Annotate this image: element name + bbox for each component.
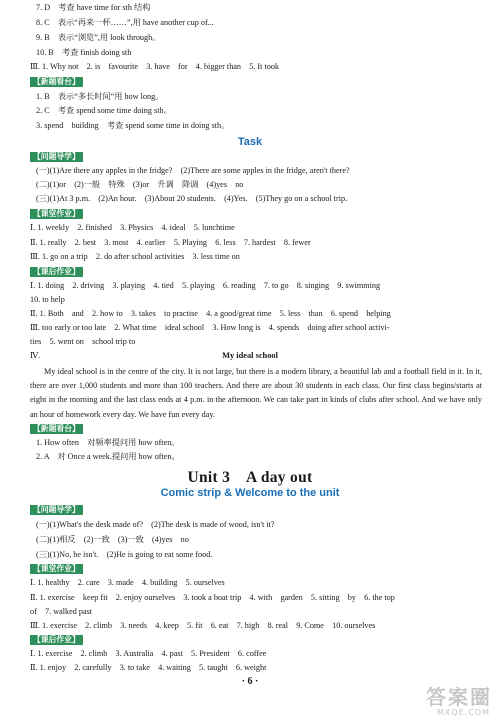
answer-line: Ⅲ. too early or too late 2. What time ideal school 3. How long is 4. spends doing after school activi- bbox=[30, 323, 390, 332]
watermark-logo bbox=[402, 681, 494, 717]
answer-line: Ⅰ. 1. exercise 2. climb 3. Australia 4. past 5. President 6. coffee bbox=[30, 649, 267, 658]
answer-line: (一)(1)Are there any apples in the fridge? (2)There are some apples in the fridge, aren't there? bbox=[36, 166, 350, 175]
answer-line: (三)(1)No, he isn't. (2)He is going to eat some food. bbox=[36, 550, 213, 559]
answer-line: 2. A 对 Once a week.提问用 how often。 bbox=[36, 452, 180, 461]
answer-line: 8. C 表示“再来一杯……”,用 have another cup of... bbox=[36, 18, 214, 27]
answer-line: 7. D 考查 have time for sth 结构 bbox=[36, 3, 151, 12]
answer-line: 9. B 表示“浏览”,用 look through。 bbox=[36, 33, 161, 42]
answer-line: Ⅰ. 1. weekly 2. finished 3. Physics 4. ideal 5. lunchtime bbox=[30, 223, 235, 232]
section-tag-new-view: 【新题看台】 bbox=[30, 424, 83, 434]
answer-line: Ⅲ. 1. exercise 2. climb 3. needs 4. keep 5. fit 6. eat 7. high 8. real 9. Come 10. ourselves bbox=[30, 621, 376, 630]
answer-line: (一)(1)What's the desk made of? (2)The desk is made of wood, isn't it? bbox=[36, 520, 275, 529]
essay-body: My ideal school is in the centre of the city. It is not large, but there is a modern library, a beautiful lab and a football field in it. In it, there are over 1,000 students and more than 100 teachers. And there are about 30 students in each class. Our first class begins/starts at eight in the morning and the last class ends at 4 p.m. in the afternoon. We can take part in kinds of clubs after school. And we have only an hour of homework every day. We have fun every day. bbox=[30, 367, 482, 419]
answer-line: 1. How often 对频率提问用 how often。 bbox=[36, 438, 180, 447]
answer-line: 2. C 考查 spend some time doing sth。 bbox=[36, 106, 172, 115]
watermark-text: 答案圈 bbox=[426, 685, 492, 709]
answer-line: Ⅱ. 1. Both and 2. how to 3. takes to practise 4. a good/great time 5. less than 6. spend helping bbox=[30, 309, 391, 318]
answer-line: (二)(1)or (2)一般 特殊 (3)or 升调 降调 (4)yes no bbox=[36, 180, 244, 189]
answer-line: Ⅱ. 1. enjoy 2. carefully 3. to take 4. waiting 5. taught 6. weight bbox=[30, 663, 267, 672]
section-tag-after-class: 【课后作业】 bbox=[30, 267, 83, 277]
answer-line: ties 5. went on school trip to bbox=[30, 337, 136, 346]
answer-line: 1. B 表示“多长时间”用 how long。 bbox=[36, 92, 164, 101]
answer-line: (二)(1)相反 (2)一致 (3)一致 (4)yes no bbox=[36, 535, 189, 544]
unit-subheading: Comic strip & Welcome to the unit bbox=[160, 487, 340, 499]
task-heading: Task bbox=[237, 136, 263, 148]
answer-line: Ⅰ. 1. healthy 2. care 3. made 4. building 5. ourselves bbox=[30, 578, 225, 587]
answer-line: 10. to help bbox=[30, 295, 65, 304]
section-tag-guide: 【问题导学】 bbox=[30, 505, 83, 515]
answer-line: Ⅲ. 1. Why not 2. is favourite 3. have for 4. bigger than 5. It took bbox=[30, 62, 280, 71]
answer-line: Ⅰ. 1. doing 2. driving 3. playing 4. tied 5. playing 6. reading 7. to go 8. singing 9. swimming bbox=[30, 281, 381, 290]
watermark-url: MXQE.COM bbox=[436, 708, 490, 717]
answer-line: Ⅳ. bbox=[30, 351, 41, 360]
essay-title: My ideal school bbox=[222, 351, 278, 360]
section-tag-guide: 【问题导学】 bbox=[30, 152, 83, 162]
section-tag-class-work: 【课堂作业】 bbox=[30, 564, 83, 574]
answer-line: Ⅲ. 1. go on a trip 2. do after school activities 3. less time on bbox=[30, 252, 240, 261]
answer-line: Ⅱ. 1. exercise keep fit 2. enjoy ourselves 3. took a boat trip 4. with garden 5. sitting by 6. the top bbox=[30, 593, 395, 602]
answer-line: 10. B 考查 finish doing sth bbox=[36, 48, 132, 57]
section-tag-new-view: 【新题看台】 bbox=[30, 77, 83, 87]
page-number: · 6 · bbox=[241, 676, 259, 687]
answer-line: (三)(1)At 3 p.m. (2)An hour. (3)About 20 students. (4)Yes. (5)They go on a school trip. bbox=[36, 194, 348, 203]
answer-line: Ⅱ. 1. really 2. best 3. most 4. earlier 5. Playing 6. less 7. hardest 8. fewer bbox=[30, 238, 311, 247]
answer-line: of 7. walked past bbox=[30, 607, 93, 616]
answer-line: 3. spend building 考查 spend some time in doing sth。 bbox=[36, 121, 230, 130]
section-tag-after-class: 【课后作业】 bbox=[30, 635, 83, 645]
unit-heading: Unit 3 A day out bbox=[187, 469, 313, 486]
section-tag-class-work: 【课堂作业】 bbox=[30, 209, 83, 219]
